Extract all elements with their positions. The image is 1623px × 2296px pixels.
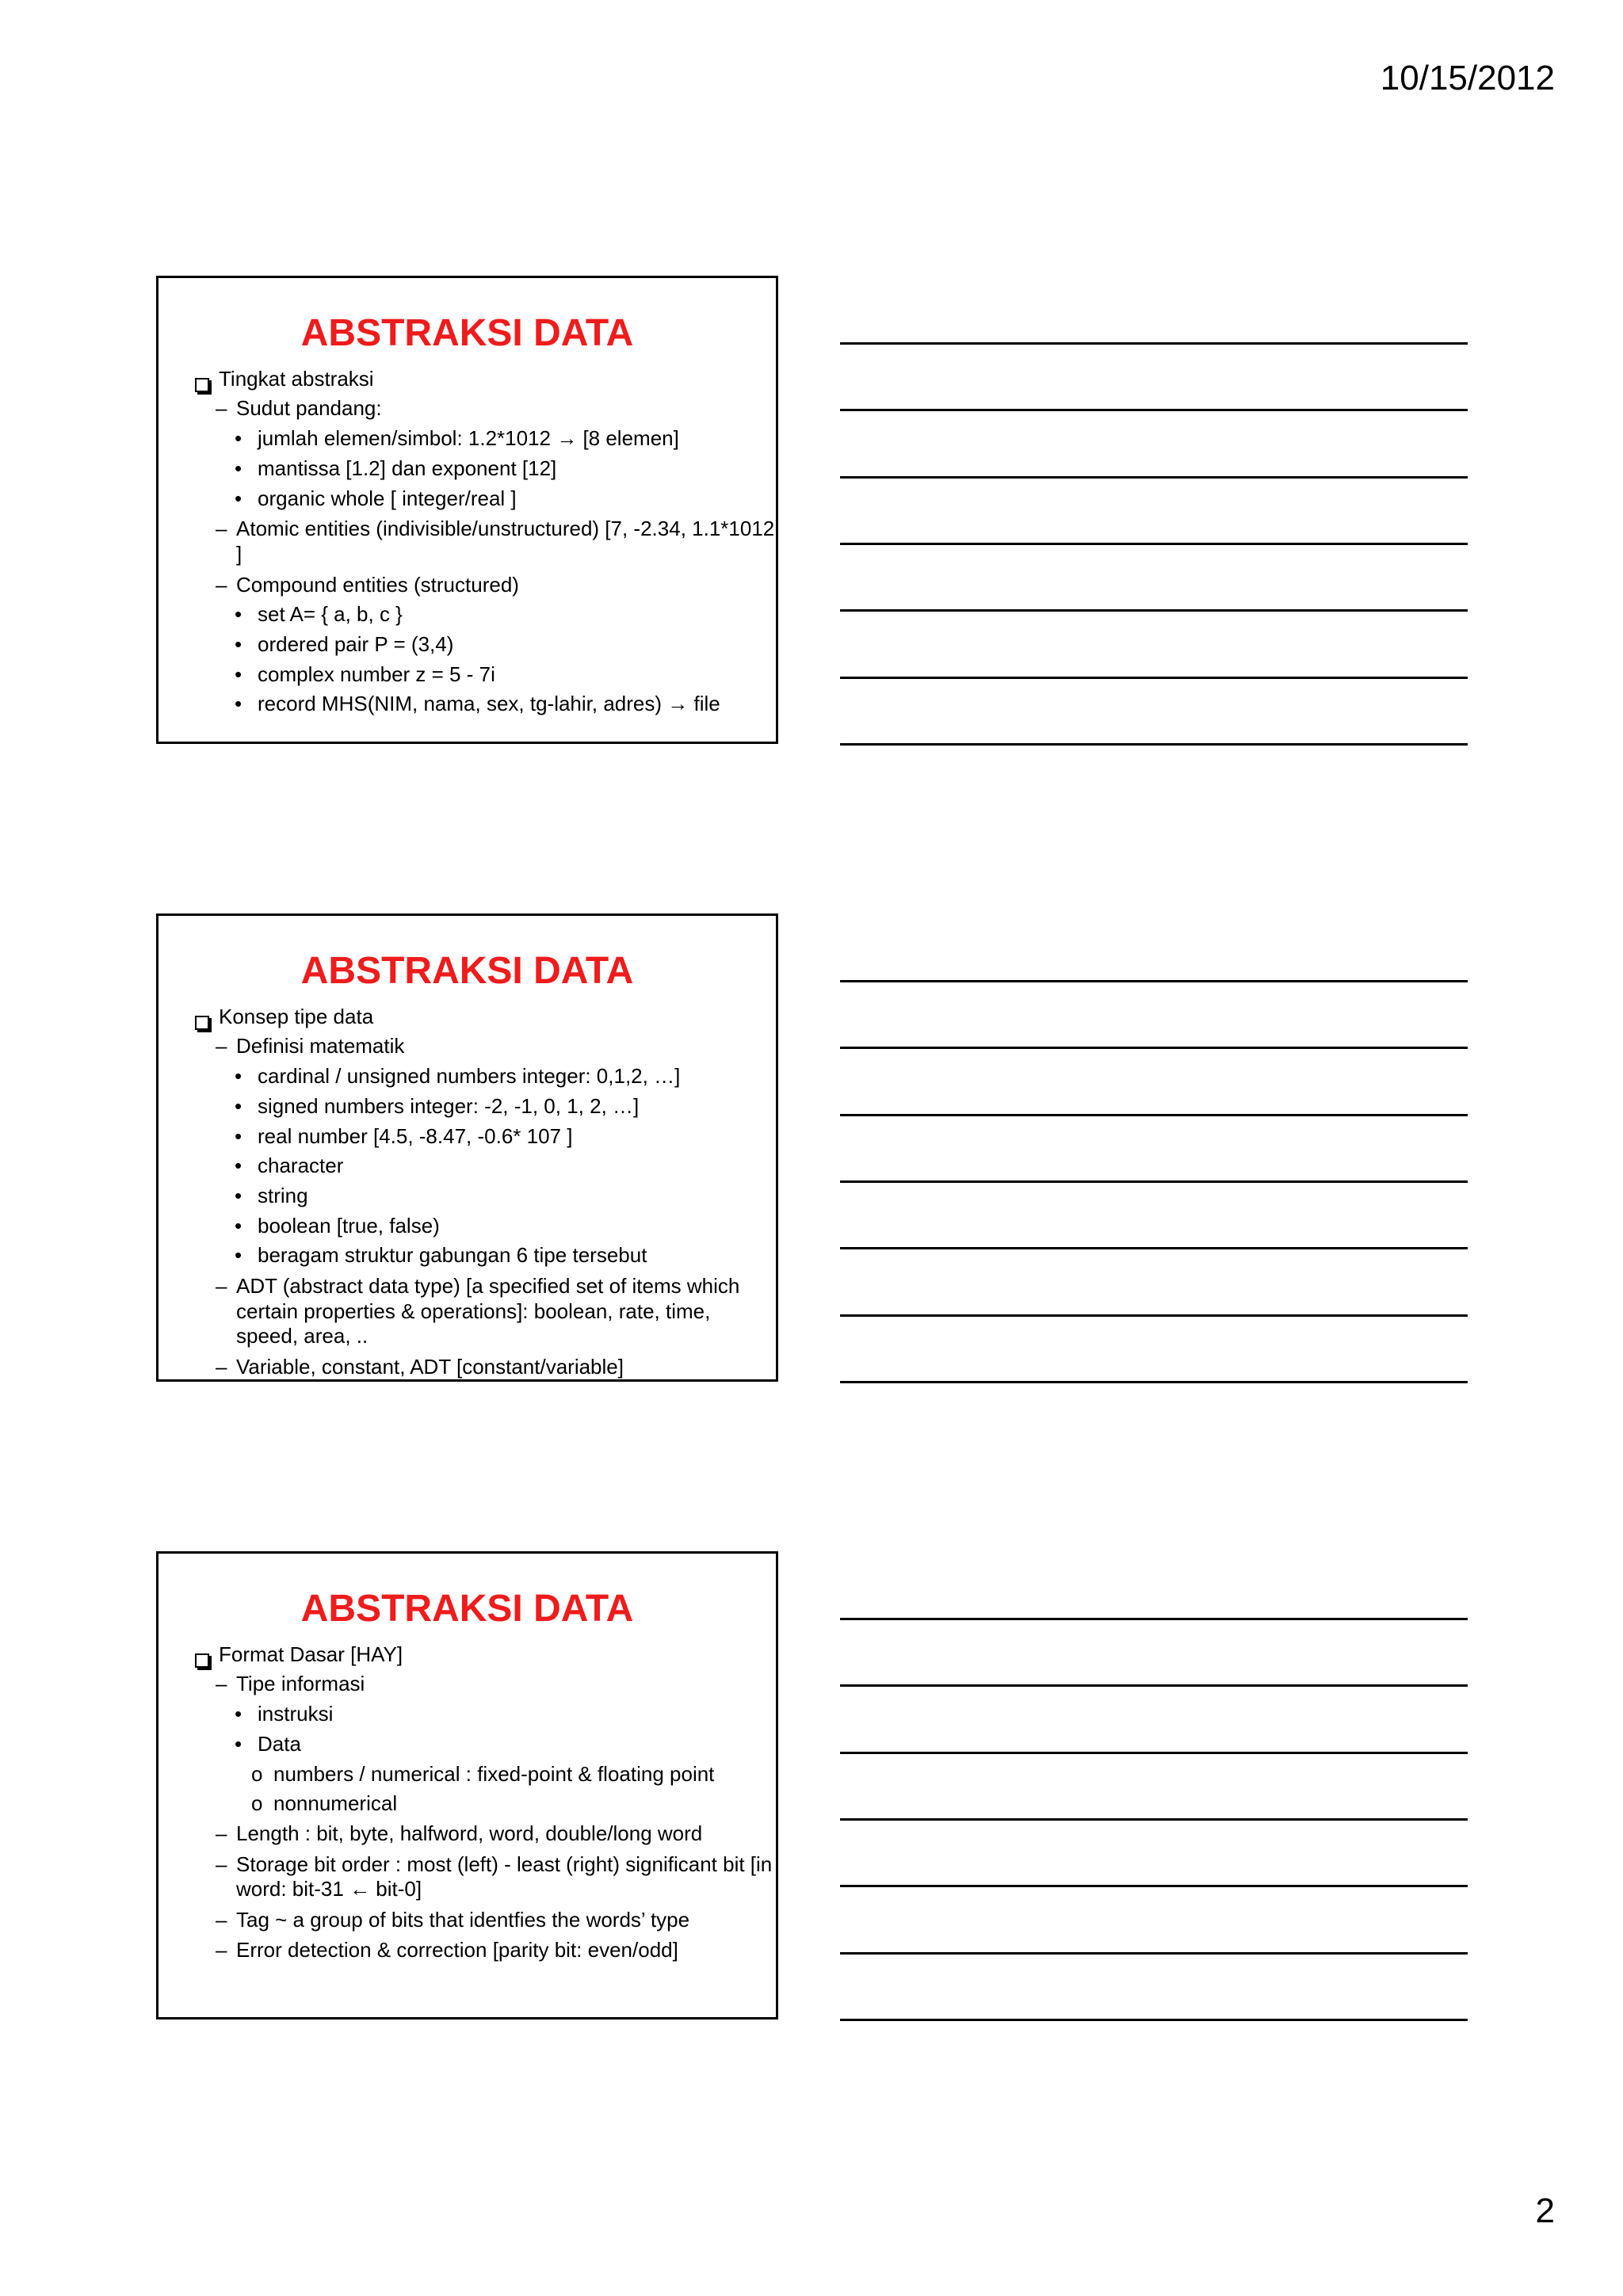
- dash-bullet-icon: –: [216, 517, 227, 541]
- bullet-text: Variable, constant, ADT [constant/variable]: [236, 1355, 624, 1379]
- note-line: [840, 1314, 1468, 1317]
- note-line: [840, 1684, 1468, 1687]
- bullet-item: [158, 1640, 776, 1670]
- bullet-item: [158, 1062, 776, 1092]
- bullet-item: [158, 660, 776, 690]
- bullet-text: Tingkat abstraksi: [219, 366, 374, 391]
- dot-bullet-icon: •: [235, 1243, 242, 1268]
- bullet-text: string: [258, 1183, 308, 1207]
- circle-bullet-icon: o: [251, 1761, 263, 1786]
- bullet-item: [158, 1092, 776, 1122]
- note-line: [840, 1952, 1468, 1955]
- bullet-item: [158, 1211, 776, 1241]
- bullet-item: [158, 1271, 776, 1352]
- dash-bullet-icon: –: [216, 1908, 227, 1932]
- bullet-text: Error detection & correction [parity bit: even/odd]: [236, 1937, 678, 1962]
- bullet-item: [158, 630, 776, 660]
- bullet-item: [158, 1849, 776, 1905]
- bullet-text: record MHS(NIM, nama, sex, tg-lahir, adres) → file: [258, 692, 720, 716]
- dot-bullet-icon: •: [235, 1123, 242, 1148]
- dash-bullet-icon: –: [216, 1355, 227, 1379]
- note-line: [840, 1180, 1468, 1183]
- bullet-text: Compound entities (structured): [236, 572, 519, 597]
- bullet-item: [158, 1032, 776, 1062]
- bullet-item: [158, 570, 776, 601]
- slide-thumbnail: [156, 913, 778, 1382]
- dash-bullet-icon: –: [216, 1852, 227, 1876]
- bullet-item: [158, 1789, 776, 1819]
- note-line: [840, 1047, 1468, 1049]
- bullet-text: Sudut pandang:: [236, 396, 382, 421]
- bullet-item: [158, 364, 776, 395]
- dash-bullet-icon: –: [216, 1937, 227, 1962]
- note-line: [840, 1114, 1468, 1116]
- dash-bullet-icon: –: [216, 396, 227, 421]
- dot-bullet-icon: •: [235, 662, 242, 686]
- bullet-text: boolean [true, false): [258, 1213, 440, 1238]
- note-line: [840, 980, 1468, 982]
- bullet-text: complex number z = 5 - 7i: [258, 662, 495, 686]
- dot-bullet-icon: •: [235, 1183, 242, 1207]
- bullet-item: [158, 1181, 776, 1211]
- bullet-item: [158, 689, 776, 719]
- dot-bullet-icon: •: [235, 1093, 242, 1118]
- bullet-item: [158, 1352, 776, 1382]
- bullet-text: Tipe informasi: [236, 1672, 365, 1696]
- slide-title: ABSTRAKSI DATA: [300, 1588, 634, 1630]
- bullet-text: signed numbers integer: -2, -1, 0, 1, 2, …]: [258, 1093, 640, 1118]
- bullet-text: set A= { a, b, c }: [258, 602, 403, 627]
- bullet-item: [158, 424, 776, 454]
- bullet-item: [158, 1905, 776, 1936]
- dot-bullet-icon: •: [235, 1702, 242, 1726]
- slide-content: [158, 1002, 776, 1382]
- bullet-item: [158, 1151, 776, 1181]
- slide-content: [158, 1640, 776, 1966]
- slide-thumbnail: [156, 1551, 778, 2019]
- note-line: [840, 677, 1468, 679]
- bullet-item: [158, 1936, 776, 1966]
- dash-bullet-icon: –: [216, 572, 227, 597]
- bullet-text: Format Dasar [HAY]: [219, 1642, 403, 1666]
- note-line: [840, 409, 1468, 411]
- bullet-item: [158, 1241, 776, 1271]
- bullet-item: [158, 1730, 776, 1760]
- bullet-item: [158, 1122, 776, 1152]
- bullet-item: [158, 1819, 776, 1849]
- bullet-text: ordered pair P = (3,4): [258, 632, 454, 657]
- bullet-text: nonnumerical: [273, 1791, 398, 1816]
- note-line: [840, 1885, 1468, 1887]
- note-line: [840, 1618, 1468, 1620]
- bullet-item: [158, 513, 776, 570]
- dot-bullet-icon: •: [235, 486, 242, 510]
- dash-bullet-icon: –: [216, 1821, 227, 1845]
- note-line: [840, 743, 1468, 746]
- dash-bullet-icon: –: [216, 1672, 227, 1696]
- note-line: [840, 1752, 1468, 1754]
- page-date: 10/15/2012: [1380, 59, 1555, 97]
- bullet-text: character: [258, 1154, 344, 1178]
- note-line: [840, 342, 1468, 345]
- bullet-text: Data: [258, 1731, 301, 1756]
- bullet-text: ADT (abstract data type) [a specified set of items which certain properties & operations]: boolean, rate, time, speed, area, ..: [236, 1273, 740, 1348]
- dot-bullet-icon: •: [235, 602, 242, 627]
- bullet-item: [158, 1760, 776, 1790]
- note-line: [840, 543, 1468, 545]
- bullet-text: Definisi matematik: [236, 1034, 405, 1058]
- note-line: [840, 1247, 1468, 1249]
- dash-bullet-icon: –: [216, 1273, 227, 1298]
- dash-bullet-icon: –: [216, 1034, 227, 1058]
- bullet-item: [158, 484, 776, 514]
- dot-bullet-icon: •: [235, 456, 242, 480]
- bullet-text: Length : bit, byte, halfword, word, double/long word: [236, 1821, 703, 1845]
- bullet-text: Konsep tipe data: [219, 1004, 374, 1028]
- circle-bullet-icon: o: [251, 1791, 263, 1816]
- bullet-text: beragam struktur gabungan 6 tipe tersebut: [258, 1243, 647, 1268]
- bullet-text: Tag ~ a group of bits that identfies the words’ type: [236, 1908, 690, 1932]
- dot-bullet-icon: •: [235, 426, 242, 451]
- bullet-text: Atomic entities (indivisible/unstructured) [7, -2.34, 1.1*1012 ]: [236, 517, 775, 566]
- note-line: [840, 476, 1468, 479]
- slide-title: ABSTRAKSI DATA: [300, 312, 634, 354]
- bullet-text: jumlah elemen/simbol: 1.2*1012 → [8 elemen]: [258, 426, 679, 451]
- dot-bullet-icon: •: [235, 1731, 242, 1756]
- bullet-item: [158, 600, 776, 630]
- bullet-item: [158, 1699, 776, 1730]
- dot-bullet-icon: •: [235, 692, 242, 716]
- dot-bullet-icon: •: [235, 1064, 242, 1089]
- bullet-text: organic whole [ integer/real ]: [258, 486, 517, 510]
- bullet-item: [158, 1669, 776, 1699]
- note-line: [840, 609, 1468, 612]
- dot-bullet-icon: •: [235, 1154, 242, 1178]
- note-line: [840, 1381, 1468, 1383]
- dot-bullet-icon: •: [235, 632, 242, 657]
- bullet-text: cardinal / unsigned numbers integer: 0,1,2, …]: [258, 1064, 681, 1089]
- slide-title: ABSTRAKSI DATA: [300, 950, 634, 992]
- bullet-item: [158, 1002, 776, 1032]
- bullet-text: Storage bit order : most (left) - least (right) significant bit [in word: bit-31 ← bit-0]: [236, 1852, 773, 1901]
- dot-bullet-icon: •: [235, 1213, 242, 1238]
- bullet-text: numbers / numerical : fixed-point & floating point: [273, 1761, 715, 1786]
- note-line: [840, 1818, 1468, 1821]
- page-number: 2: [1535, 2191, 1555, 2230]
- bullet-item: [158, 394, 776, 424]
- bullet-text: real number [4.5, -8.47, -0.6* 107 ]: [258, 1123, 573, 1148]
- bullet-item: [158, 454, 776, 484]
- bullet-text: mantissa [1.2] dan exponent [12]: [258, 456, 557, 480]
- slide-content: [158, 364, 776, 719]
- bullet-text: instruksi: [258, 1702, 334, 1726]
- slide-thumbnail: [156, 276, 778, 744]
- note-line: [840, 2019, 1468, 2021]
